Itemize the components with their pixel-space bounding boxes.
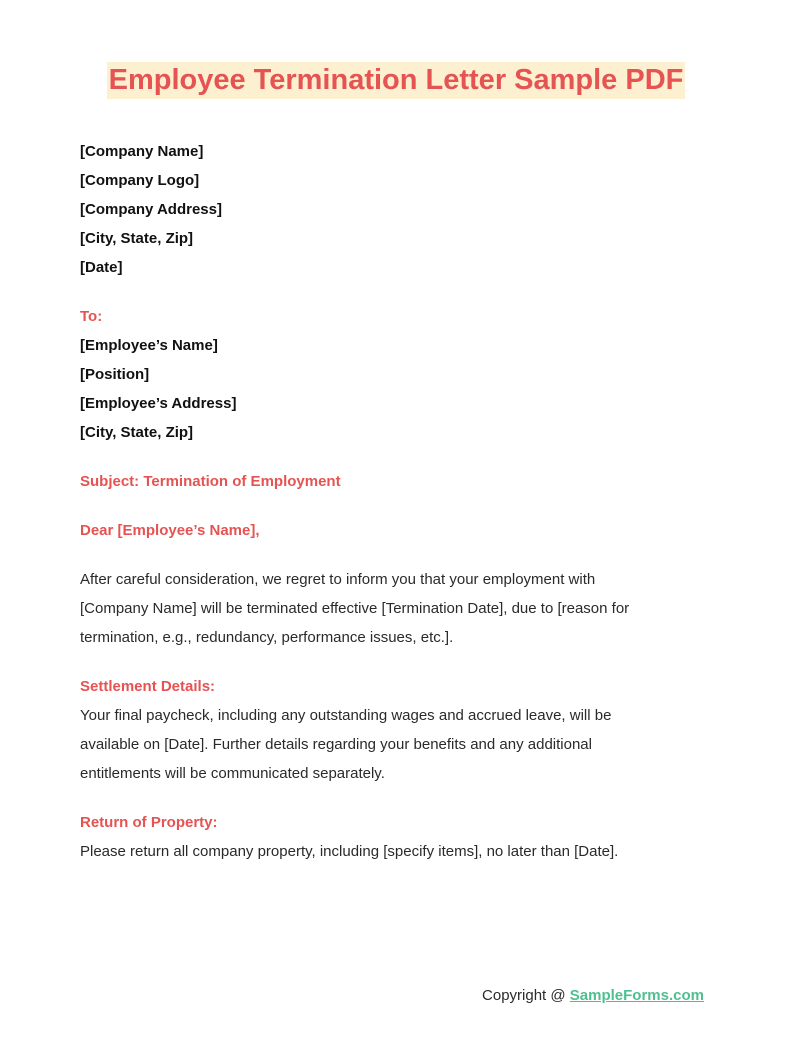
- recipient-address: [Employee’s Address]: [80, 395, 237, 412]
- intro-line: [Company Name] will be terminated effective [Termination Date], due to [reason for: [80, 600, 630, 617]
- recipient-name: [Employee’s Name]: [80, 337, 218, 354]
- subject-line: Subject: Termination of Employment: [80, 473, 341, 490]
- brand-link[interactable]: SampleForms.com: [569, 987, 704, 1004]
- sender-date: [Date]: [80, 259, 123, 276]
- title-wrapper: [0, 62, 792, 99]
- recipient-position: [Position]: [80, 366, 150, 383]
- recipient-block: [80, 302, 700, 447]
- settlement-section: [80, 672, 700, 788]
- sender-city-state-zip: [City, State, Zip]: [80, 230, 194, 247]
- sender-company-address: [Company Address]: [80, 201, 222, 218]
- sender-block: [80, 137, 700, 282]
- salutation: Dear [Employee’s Name],: [80, 522, 260, 539]
- recipient-heading: To:: [80, 308, 103, 325]
- settlement-line: entitlements will be communicated separately.: [80, 765, 385, 782]
- copyright-text: Copyright @: [482, 987, 570, 1004]
- property-heading: Return of Property:: [80, 814, 218, 831]
- settlement-line: available on [Date]. Further details regarding your benefits and any additional: [80, 736, 592, 753]
- property-section: [80, 808, 700, 866]
- intro-line: termination, e.g., redundancy, performance issues, etc.].: [80, 629, 454, 646]
- property-line: Please return all company property, including [specify items], no later than [Date].: [80, 843, 619, 860]
- settlement-line: Your final paycheck, including any outstanding wages and accrued leave, will be: [80, 707, 612, 724]
- intro-paragraph: [80, 565, 700, 652]
- copyright-footer: [482, 985, 704, 1007]
- intro-line: After careful consideration, we regret to inform you that your employment with: [80, 571, 596, 588]
- page-title: Employee Termination Letter Sample PDF: [107, 62, 686, 99]
- recipient-city-state-zip: [City, State, Zip]: [80, 424, 194, 441]
- sender-company-name: [Company Name]: [80, 143, 204, 160]
- sender-company-logo: [Company Logo]: [80, 172, 200, 189]
- letter-body: [80, 137, 700, 866]
- settlement-heading: Settlement Details:: [80, 678, 216, 695]
